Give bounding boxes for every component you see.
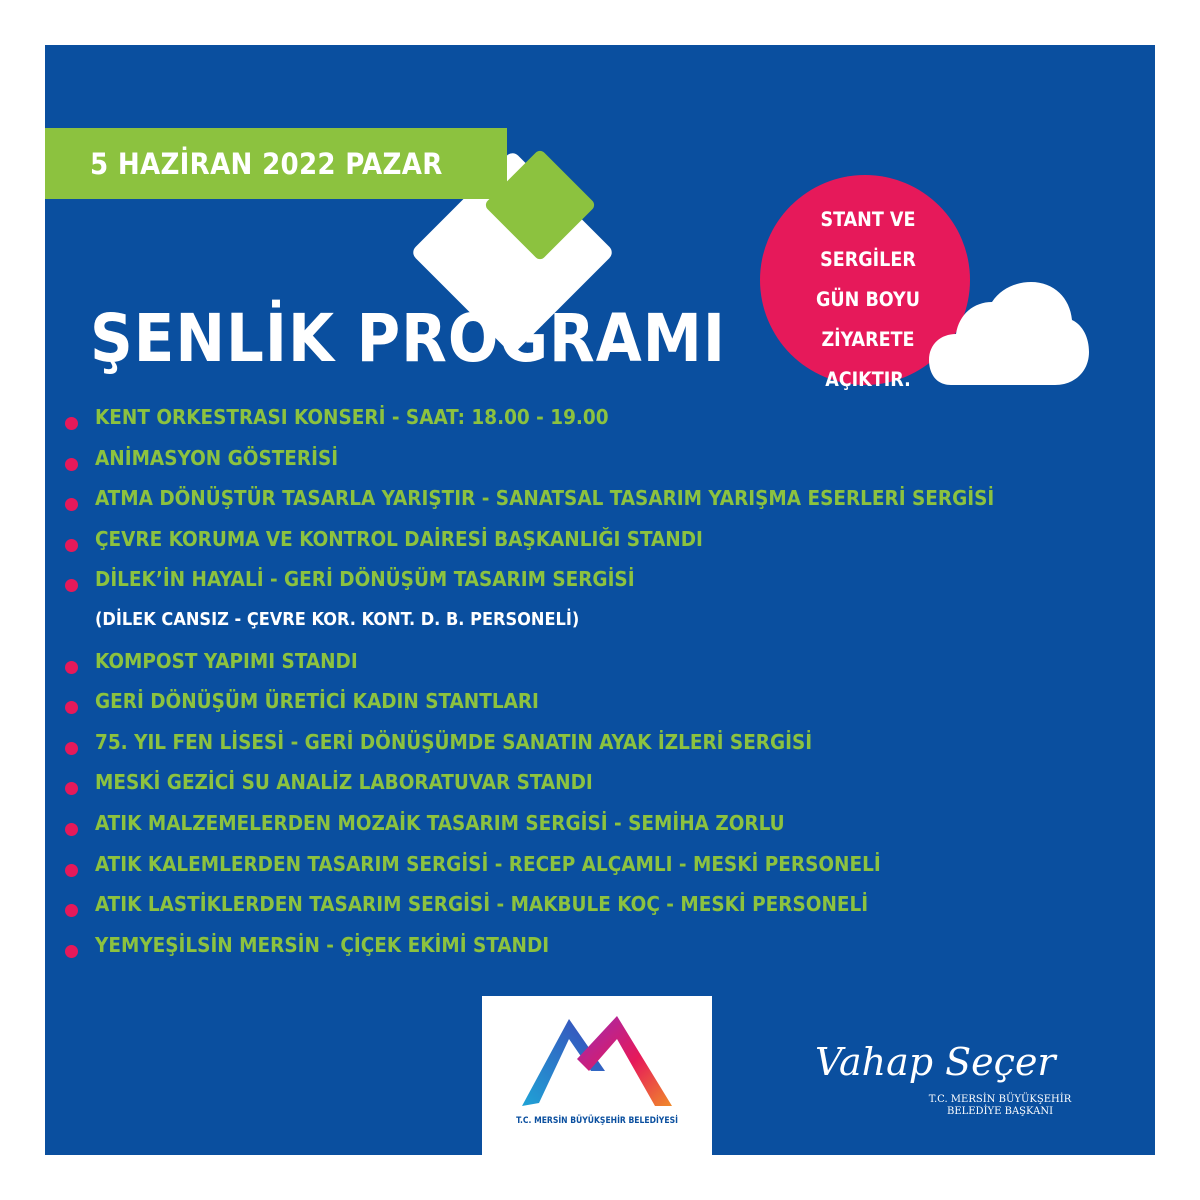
program-item-text: YEMYEŞİLSİN MERSİN - ÇİÇEK EKİMİ STANDI: [95, 932, 550, 957]
bullet-dot: [65, 823, 78, 836]
bullet-dot: [65, 579, 78, 592]
program-item-text: ATIK KALEMLERDEN TASARIM SERGİSİ - RECEP ALÇAMLI - MESKİ PERSONELİ: [95, 851, 881, 876]
list-item: [65, 932, 1145, 978]
signature-role: [925, 1094, 1075, 1118]
signature-block: [815, 1040, 1072, 1130]
municipality-logo: [482, 996, 712, 1155]
program-item-text: MESKİ GEZİCİ SU ANALİZ LABORATUVAR STANDI: [95, 770, 593, 795]
bullet-dot: [65, 864, 78, 877]
municipality-logo-mark: [517, 1011, 677, 1111]
program-item-text: 75. YIL FEN LİSESİ - GERİ DÖNÜŞÜMDE SANATIN AYAK İZLERİ SERGİSİ: [95, 729, 813, 754]
bullet-dot: [65, 945, 78, 958]
program-item-text: ÇEVRE KORUMA VE KONTROL DAİRESİ BAŞKANLIĞI STANDI: [95, 526, 703, 551]
bullet-dot: [65, 904, 78, 917]
page-title: ŞENLİK PROGRAMI: [90, 300, 726, 377]
date-banner: [45, 128, 507, 199]
notice-line: AÇIKTIR.: [825, 368, 911, 391]
program-item-text: ATMA DÖNÜŞTÜR TASARLA YARIŞTIR - SANATSAL TASARIM YARIŞMA ESERLERİ SERGİSİ: [95, 486, 995, 511]
bullet-dot: [65, 782, 78, 795]
program-item-text: ATIK LASTİKLERDEN TASARIM SERGİSİ - MAKBULE KOÇ - MESKİ PERSONELİ: [95, 892, 869, 917]
signature-role-line: BELEDİYE BAŞKANI: [946, 1106, 1054, 1117]
signature-name: Vahap Seçer: [815, 1040, 1056, 1084]
program-item-text: ATIK MALZEMELERDEN MOZAİK TASARIM SERGİSİ - SEMİHA ZORLU: [95, 810, 785, 835]
program-list: [65, 405, 1145, 977]
bullet-dot: [65, 498, 78, 511]
bullet-dot: [65, 417, 78, 430]
poster-panel: [45, 45, 1155, 1155]
bullet-dot: [65, 742, 78, 755]
notice-line: GÜN BOYU ZİYARETE: [816, 288, 920, 351]
bullet-dot: [65, 701, 78, 714]
program-item-text: DİLEK’İN HAYALİ - GERİ DÖNÜŞÜM TASARIM SERGİSİ: [95, 567, 635, 592]
bullet-dot: [65, 458, 78, 471]
program-item-text: GERİ DÖNÜŞÜM ÜRETİCİ KADIN STANTLARI: [95, 689, 539, 714]
program-item-text: ANİMASYON GÖSTERİSİ: [95, 445, 339, 470]
bullet-dot: [65, 539, 78, 552]
logo-caption: T.C. MERSİN BÜYÜKŞEHİR BELEDİYESİ: [516, 1116, 678, 1126]
date-text: 5 HAZİRAN 2022 PAZAR: [90, 146, 443, 181]
program-item-subtext: (DİLEK CANSIZ - ÇEVRE KOR. KONT. D. B. PERSONELİ): [95, 608, 580, 630]
program-item-text: KOMPOST YAPIMI STANDI: [95, 648, 358, 673]
notice-line: STANT VE SERGİLER: [820, 208, 916, 271]
bullet-dot: [65, 661, 78, 674]
signature-role-line: T.C. MERSİN BÜYÜKŞEHİR: [928, 1094, 1072, 1105]
cloud-icon: [929, 282, 1089, 387]
program-item-text: KENT ORKESTRASI KONSERİ - SAAT: 18.00 - 19.00: [95, 405, 609, 429]
